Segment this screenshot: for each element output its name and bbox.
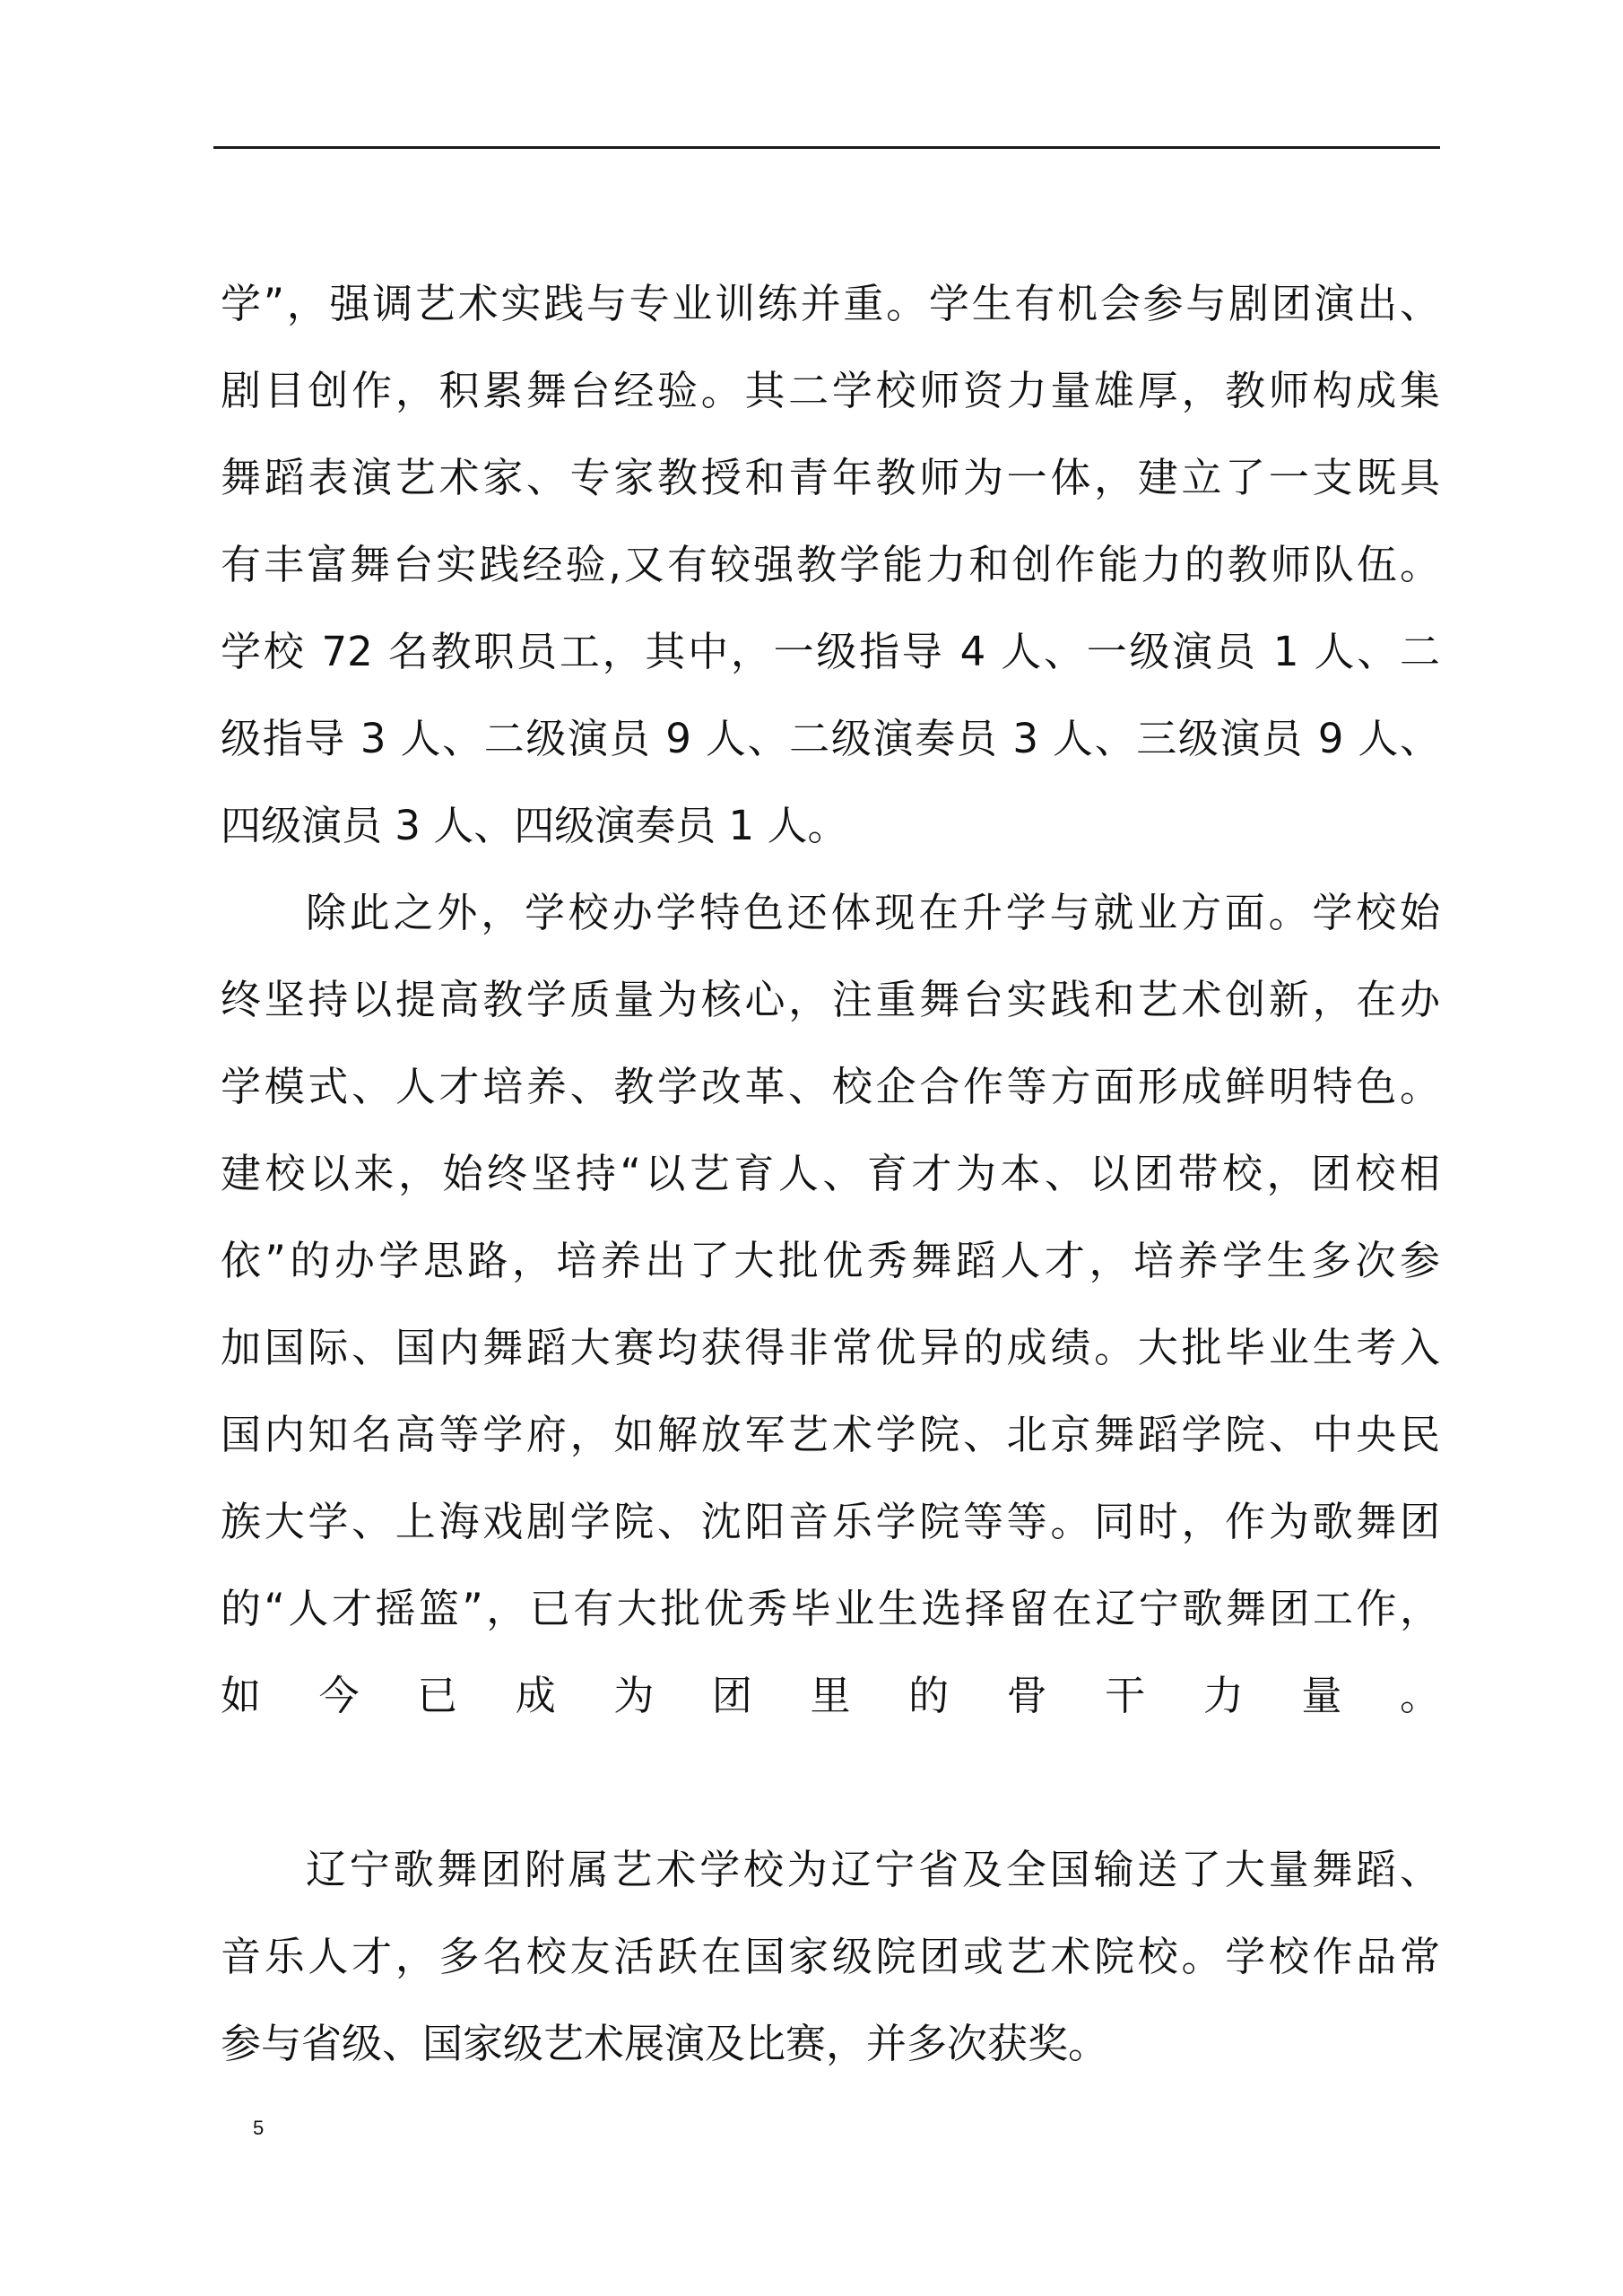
text-line: 如今已成为团里的骨干力量。: [221, 1672, 1440, 1719]
text-line: 加国际、国内舞蹈大赛均获得非常优异的成绩。大批毕业生考入: [221, 1324, 1440, 1371]
text-line: [221, 1739, 1440, 1826]
text-line: 辽宁歌舞团附属艺术学校为辽宁省及全国输送了大量舞蹈、: [306, 1846, 1440, 1893]
text-line: 有丰富舞台实践经验,又有较强教学能力和创作能力的教师队伍。: [221, 541, 1440, 588]
text-line: 终坚持以提高教学质量为核心，注重舞台实践和艺术创新，在办: [221, 976, 1440, 1023]
text-line: 剧目创作，积累舞台经验。其二学校师资力量雄厚，教师构成集: [221, 367, 1440, 414]
text-line: 的“人才摇篮”，已有大批优秀毕业生选择留在辽宁歌舞团工作，: [221, 1585, 1440, 1632]
text-line: 参与省级、国家级艺术展演及比赛，并多次获奖。: [221, 2020, 1109, 2067]
text-line: 级指导 3 人、二级演员 9 人、二级演奏员 3 人、三级演员 9 人、: [221, 715, 1440, 762]
page-number: 5: [253, 2117, 265, 2139]
text-line: 族大学、上海戏剧学院、沈阳音乐学院等等。同时，作为歌舞团: [221, 1498, 1440, 1545]
document-body: [221, 260, 1440, 2087]
paragraph-1: [221, 260, 1440, 869]
paragraph-3: [221, 1826, 1440, 2087]
paragraph-2: [221, 869, 1440, 1826]
text-line: 四级演员 3 人、四级演奏员 1 人。: [221, 802, 848, 849]
text-line: 除此之外，学校办学特色还体现在升学与就业方面。学校始: [306, 889, 1440, 936]
header-rule: [213, 146, 1440, 149]
text-line: 依”的办学思路，培养出了大批优秀舞蹈人才，培养学生多次参: [221, 1237, 1440, 1284]
text-line: 学校 72 名教职员工，其中，一级指导 4 人、一级演员 1 人、二: [221, 628, 1440, 675]
text-line: 音乐人才，多名校友活跃在国家级院团或艺术院校。学校作品常: [221, 1933, 1440, 1980]
text-line: 建校以来，始终坚持“以艺育人、育才为本、以团带校，团校相: [221, 1150, 1440, 1197]
text-line: 舞蹈表演艺术家、专家教授和青年教师为一体，建立了一支既具: [221, 454, 1440, 501]
text-line: 学”，强调艺术实践与专业训练并重。学生有机会参与剧团演出、: [221, 280, 1440, 327]
text-line: 学模式、人才培养、教学改革、校企合作等方面形成鲜明特色。: [221, 1063, 1440, 1110]
text-line: 国内知名高等学府，如解放军艺术学院、北京舞蹈学院、中央民: [221, 1411, 1440, 1458]
